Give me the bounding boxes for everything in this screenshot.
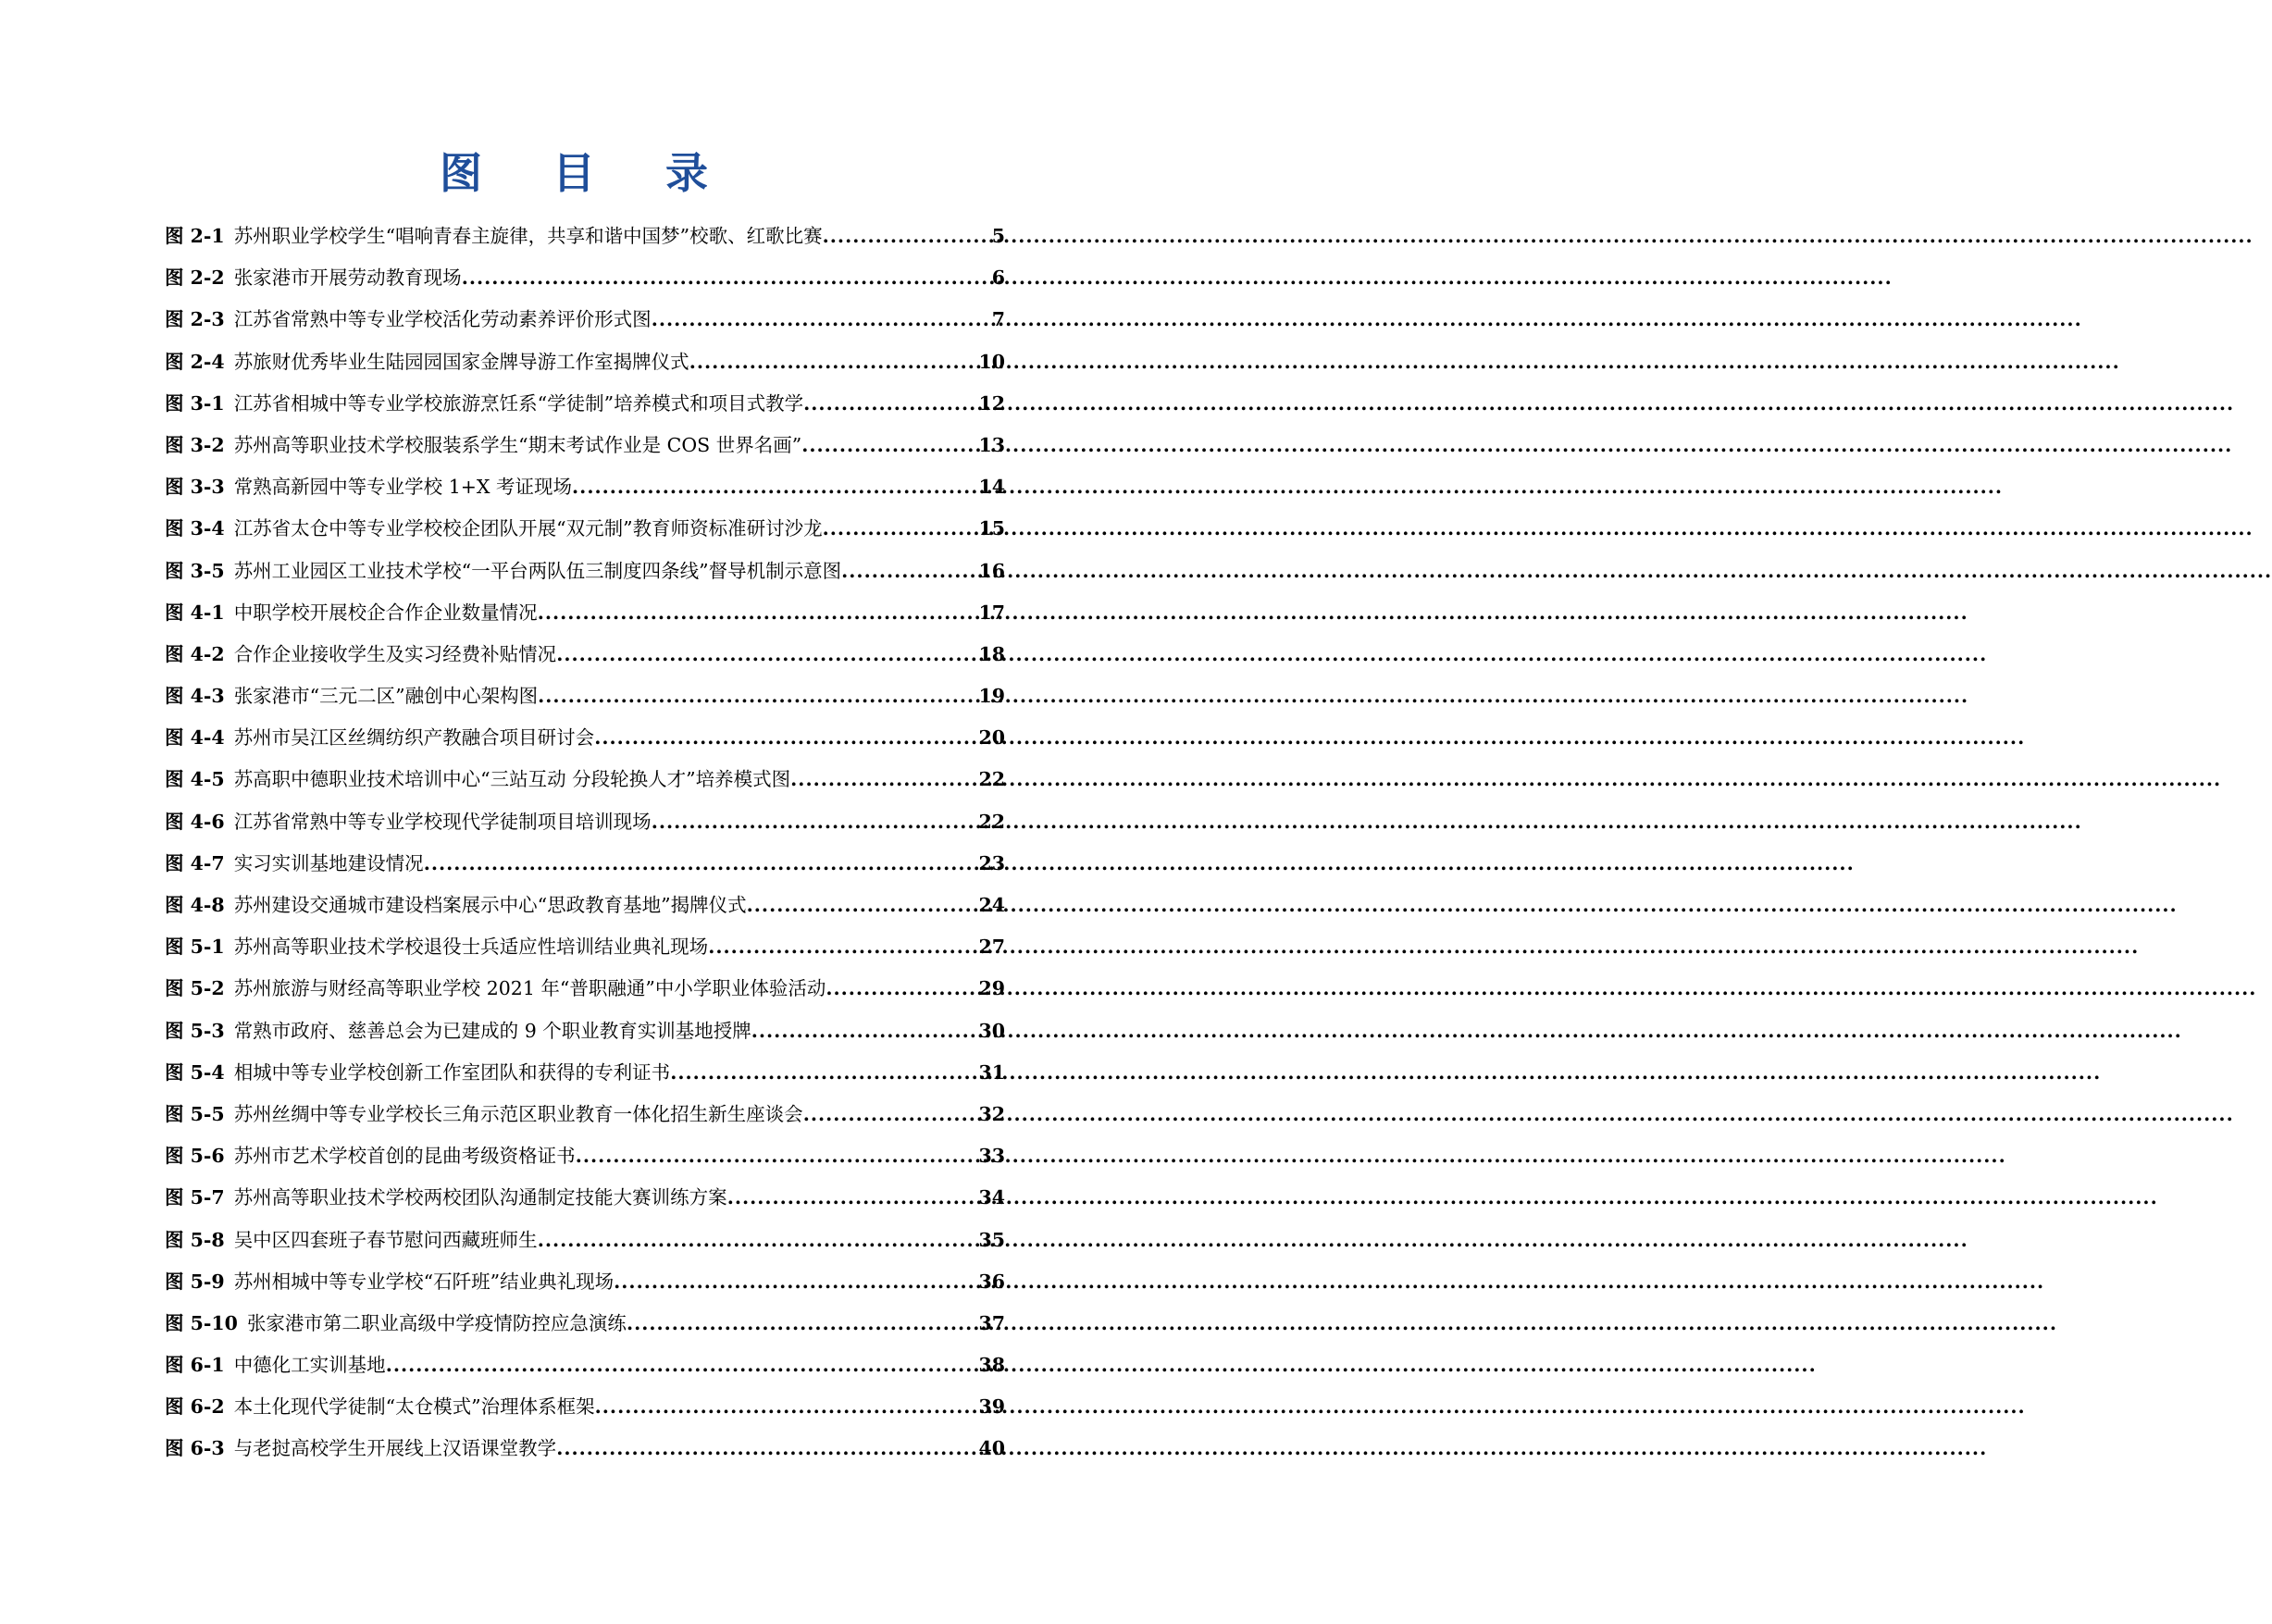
dot-leader	[826, 968, 978, 1010]
figure-number: 图 2-4	[165, 350, 225, 373]
figure-list	[165, 216, 1005, 1470]
page-number: 33	[978, 1145, 1005, 1168]
dot-leader	[727, 1177, 979, 1219]
page-title: 图 目 录	[439, 148, 737, 198]
figure-number: 图 5-5	[165, 1102, 225, 1125]
page-number: 23	[978, 851, 1005, 874]
figure-list-item[interactable]	[165, 843, 1005, 885]
page-number: 20	[978, 726, 1005, 750]
figure-number: 图 4-5	[165, 768, 225, 791]
dot-leader	[538, 592, 979, 634]
page-number: 31	[978, 1060, 1005, 1084]
figure-number: 图 4-3	[165, 685, 225, 708]
dot-leader	[652, 299, 992, 341]
page-number: 36	[978, 1270, 1005, 1293]
figure-number: 图 5-3	[165, 1019, 225, 1042]
page-number: 18	[978, 642, 1005, 665]
figure-number: 图 2-1	[165, 225, 225, 247]
figure-caption: 苏州市吴江区丝绸纺织产教融合项目研讨会	[233, 726, 595, 750]
page-number: 7	[991, 308, 1005, 331]
page-number: 30	[978, 1019, 1005, 1042]
figure-list-item[interactable]	[165, 1261, 1005, 1303]
figure-list-item[interactable]	[165, 717, 1005, 759]
figure-caption: 苏州相城中等专业学校“石阡班”结业典礼现场	[233, 1270, 615, 1293]
figure-number: 图 5-2	[165, 977, 225, 1000]
page-number: 38	[978, 1354, 1005, 1377]
figure-list-item[interactable]	[165, 257, 1005, 299]
dot-leader	[556, 634, 978, 676]
dot-leader	[652, 801, 979, 843]
page-number: 32	[978, 1102, 1005, 1125]
figure-list-item[interactable]	[165, 634, 1005, 676]
page-number: 22	[978, 810, 1005, 833]
figure-list-item[interactable]	[165, 1303, 1005, 1345]
page-number: 16	[978, 559, 1005, 582]
figure-caption: 常熟高新园中等专业学校 1+X 考证现场	[233, 476, 573, 499]
figure-number: 图 3-5	[165, 559, 225, 582]
figure-number: 图 6-1	[165, 1354, 225, 1377]
figure-list-item[interactable]	[165, 1010, 1005, 1052]
figure-caption: 苏州工业园区工业技术学校“一平台两队伍三制度四条线”督导机制示意图	[233, 559, 842, 582]
page-number: 10	[978, 350, 1005, 373]
figure-caption: 吴中区四套班子春节慰问西藏班师生	[233, 1228, 538, 1251]
dot-leader	[538, 1220, 979, 1261]
figure-number: 图 6-3	[165, 1437, 225, 1460]
figure-caption: 苏州市艺术学校首创的昆曲考级资格证书	[233, 1145, 576, 1168]
figure-list-item[interactable]	[165, 216, 1005, 257]
figure-number: 图 2-2	[165, 267, 225, 290]
figure-number: 图 5-4	[165, 1060, 225, 1084]
figure-caption: 苏高职中德职业技术培训中心“三站互动 分段轮换人才”培养模式图	[233, 768, 791, 791]
figure-number: 图 5-9	[165, 1270, 225, 1293]
figure-caption: 张家港市第二职业高级中学疫情防控应急演练	[246, 1311, 627, 1334]
page-number: 24	[978, 894, 1005, 916]
dot-leader	[801, 425, 978, 466]
page-number: 37	[978, 1311, 1005, 1334]
figure-caption: 江苏省常熟中等专业学校现代学徒制项目培训现场	[233, 810, 652, 833]
figure-caption: 张家港市开展劳动教育现场	[233, 267, 462, 290]
dot-leader	[594, 717, 978, 759]
figure-caption: 苏旅财优秀毕业生陆园园国家金牌导游工作室揭牌仪式	[233, 350, 689, 373]
figure-caption: 苏州高等职业技术学校服装系学生“期末考试作业是 COS 世界名画”	[233, 433, 802, 456]
figure-list-item[interactable]	[165, 299, 1005, 341]
dot-leader	[576, 1135, 979, 1177]
figure-list-item[interactable]	[165, 885, 1005, 926]
figure-list-item[interactable]	[165, 341, 1005, 383]
dot-leader	[803, 1094, 979, 1135]
page-number: 13	[978, 433, 1005, 456]
figure-caption: 苏州高等职业技术学校退役士兵适应性培训结业典礼现场	[233, 936, 709, 959]
figure-caption: 江苏省相城中等专业学校旅游烹饪系“学徒制”培养模式和项目式教学	[233, 391, 804, 415]
figure-number: 图 5-1	[165, 936, 225, 959]
figure-caption: 实习实训基地建设情况	[233, 851, 424, 874]
figure-caption: 中德化工实训基地	[233, 1354, 386, 1377]
figure-list-item[interactable]	[165, 1386, 1005, 1428]
figure-number: 图 5-10	[165, 1311, 238, 1334]
figure-list-item[interactable]	[165, 383, 1005, 425]
dot-leader	[556, 1428, 978, 1469]
figure-list-item[interactable]	[165, 551, 1005, 592]
dot-leader	[747, 885, 979, 926]
figure-list-item[interactable]	[165, 425, 1005, 466]
figure-list-item[interactable]	[165, 1345, 1005, 1386]
dot-leader	[538, 676, 978, 717]
page-number: 19	[978, 685, 1005, 708]
figure-caption: 江苏省常熟中等专业学校活化劳动素养评价形式图	[233, 308, 652, 331]
figure-caption: 中职学校开展校企合作企业数量情况	[233, 601, 538, 624]
figure-list-item[interactable]	[165, 1135, 1005, 1177]
figure-caption: 苏州丝绸中等专业学校长三角示范区职业教育一体化招生新生座谈会	[233, 1102, 803, 1125]
figure-number: 图 3-2	[165, 433, 225, 456]
dot-leader	[823, 216, 992, 257]
figure-list-item[interactable]	[165, 968, 1005, 1010]
dot-leader	[803, 383, 978, 425]
page-number: 22	[978, 768, 1005, 791]
figure-list-item[interactable]	[165, 1177, 1005, 1219]
page-number: 15	[978, 517, 1005, 540]
page-number: 29	[978, 977, 1005, 1000]
figure-caption: 合作企业接收学生及实习经费补贴情况	[233, 642, 557, 665]
figure-number: 图 5-6	[165, 1145, 225, 1168]
figure-caption: 江苏省太仓中等专业学校校企团队开展“双元制”教育师资标准研讨沙龙	[233, 517, 823, 540]
figure-number: 图 2-3	[165, 308, 225, 331]
figure-number: 图 4-1	[165, 601, 225, 624]
figure-list-item[interactable]	[165, 1094, 1005, 1135]
page-number: 5	[991, 225, 1005, 247]
page-number: 14	[978, 476, 1005, 499]
figure-list-item[interactable]	[165, 466, 1005, 508]
page-number: 17	[978, 601, 1005, 624]
dot-leader	[424, 843, 979, 885]
figure-caption: 张家港市“三元二区”融创中心架构图	[233, 685, 539, 708]
page-number: 12	[978, 391, 1005, 415]
dot-leader	[670, 1052, 978, 1094]
page-number: 6	[991, 267, 1005, 290]
dot-leader	[708, 926, 978, 968]
figure-caption: 常熟市政府、慈善总会为已建成的 9 个职业教育实训基地授牌	[233, 1019, 751, 1042]
figure-caption: 苏州旅游与财经高等职业学校 2021 年“普职融通”中小学职业体验活动	[233, 977, 826, 1000]
page-number: 35	[978, 1228, 1005, 1251]
page-number: 34	[978, 1186, 1005, 1209]
figure-list-item[interactable]	[165, 1052, 1005, 1094]
dot-leader	[386, 1345, 979, 1386]
figure-list-item[interactable]	[165, 926, 1005, 968]
figure-number: 图 3-1	[165, 391, 225, 415]
figure-number: 图 4-7	[165, 851, 225, 874]
figure-number: 图 4-2	[165, 642, 225, 665]
dot-leader	[823, 508, 979, 550]
figure-number: 图 3-3	[165, 476, 225, 499]
figure-number: 图 4-6	[165, 810, 225, 833]
dot-leader	[595, 1386, 979, 1428]
figure-number: 图 6-2	[165, 1395, 225, 1419]
figure-caption: 相城中等专业学校创新工作室团队和获得的专利证书	[233, 1060, 671, 1084]
dot-leader	[462, 257, 992, 299]
figure-list-item[interactable]	[165, 508, 1005, 550]
figure-number: 图 3-4	[165, 517, 225, 540]
figure-number: 图 5-8	[165, 1228, 225, 1251]
page-number: 39	[978, 1395, 1005, 1419]
figure-number: 图 4-8	[165, 894, 225, 916]
dot-leader	[751, 1010, 979, 1052]
figure-caption: 苏州职业学校学生“唱响青春主旋律，共享和谐中国梦”校歌、红歌比赛	[233, 225, 823, 247]
figure-caption: 本土化现代学徒制“太仓模式”治理体系框架	[233, 1395, 595, 1419]
dot-leader	[841, 551, 978, 592]
dot-leader	[627, 1303, 979, 1345]
dot-leader	[572, 466, 978, 508]
page-number: 27	[978, 936, 1005, 959]
dot-leader	[614, 1261, 978, 1303]
dot-leader	[790, 759, 978, 800]
figure-list-item[interactable]	[165, 676, 1005, 717]
figure-list-item[interactable]	[165, 801, 1005, 843]
dot-leader	[689, 341, 979, 383]
figure-caption: 与老挝高校学生开展线上汉语课堂教学	[233, 1437, 557, 1460]
figure-caption: 苏州建设交通城市建设档案展示中心“思政教育基地”揭牌仪式	[233, 894, 747, 916]
figure-list-item[interactable]	[165, 1428, 1005, 1469]
figure-list-item[interactable]	[165, 592, 1005, 634]
figure-list-item[interactable]	[165, 759, 1005, 800]
figure-list-item[interactable]	[165, 1220, 1005, 1261]
page-number: 40	[978, 1437, 1005, 1460]
figure-number: 图 5-7	[165, 1186, 225, 1209]
figure-number: 图 4-4	[165, 726, 225, 750]
figure-caption: 苏州高等职业技术学校两校团队沟通制定技能大赛训练方案	[233, 1186, 727, 1209]
